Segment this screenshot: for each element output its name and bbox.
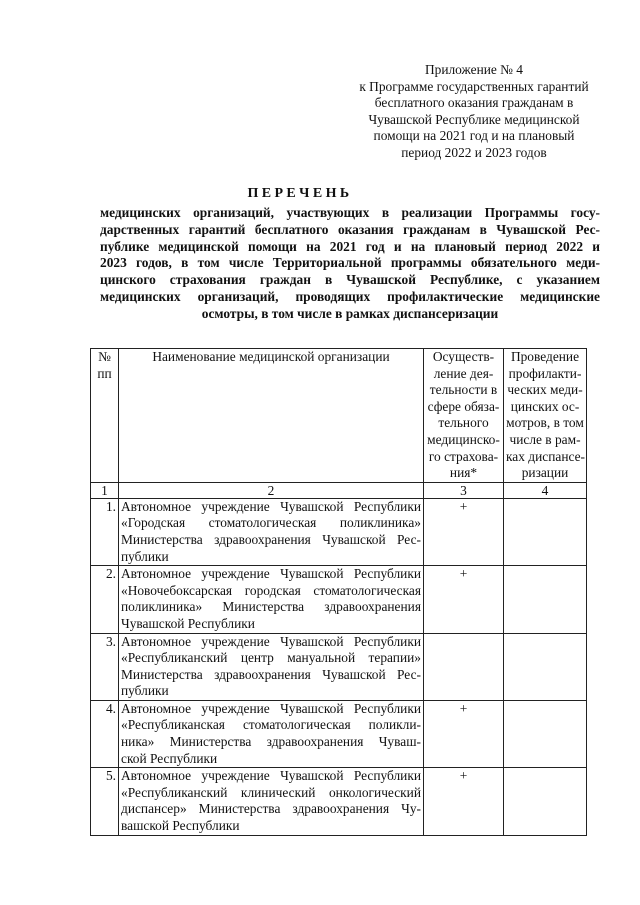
appendix-line: Приложение № 4: [424, 62, 524, 77]
subtitle-line: цинского страхования граждан в Чувашской Республике, с указанием: [100, 272, 600, 288]
table-row: [91, 498, 587, 565]
appendix-line: Чувашской Республике медицинской: [368, 111, 580, 127]
oms-mark: +: [424, 768, 504, 835]
row-number: 4.: [91, 700, 119, 767]
prophylactic-mark: [504, 498, 587, 565]
oms-mark: +: [424, 498, 504, 565]
row-number: 2.: [91, 566, 119, 633]
subtitle-line: осмотры, в том числе в рамках диспансеризации: [201, 305, 499, 321]
table-row: [91, 700, 587, 767]
oms-mark: [424, 633, 504, 700]
subtitle-line: публике медицинской помощи на 2021 год и на плановый период 2022 и: [100, 238, 600, 254]
oms-mark: +: [424, 700, 504, 767]
prophylactic-mark: [504, 566, 587, 633]
prophylactic-mark: [504, 768, 587, 835]
organization-name: Автономное учреждение Чувашской Республики «Городская стоматологическая поликлиника» Министерства здравоохранения Чувашской Рес- публики: [119, 498, 424, 565]
table-row: [91, 633, 587, 700]
header-oms: Осуществ- ление дея- тельности в сфере обяза- тельного медицинско- го страхова- ния*: [424, 349, 504, 483]
prophylactic-mark: [504, 700, 587, 767]
appendix-note: [352, 62, 596, 162]
organization-name: Автономное учреждение Чувашской Республики «Республиканская стоматологическая поликли- ника» Министерства здравоохранения Чуваш- ской Республики: [119, 700, 424, 767]
row-number: 1.: [91, 498, 119, 565]
header-number: № пп: [91, 349, 119, 483]
subtitle-line: медицинских организаций, проводящих профилактические медицинские: [100, 288, 600, 304]
column-number: 1: [91, 482, 119, 498]
organizations-table: [90, 348, 587, 836]
subtitle-line: 2023 годов, в том числе Территориальной программы обязательного меди-: [100, 255, 600, 271]
subtitle-line: дарственных гарантий бесплатного оказания гражданам в Чувашской Рес-: [100, 221, 600, 237]
appendix-line: бесплатного оказания гражданам в: [374, 95, 574, 111]
prophylactic-mark: [504, 633, 587, 700]
appendix-line: помощи на 2021 год и на плановый: [373, 128, 575, 144]
table-header-row: [91, 349, 587, 483]
organization-name: Автономное учреждение Чувашской Республики «Республиканский клинический онкологический диспансер» Министерства здравоохранения Чу- вашской Республики: [119, 768, 424, 835]
row-number: 5.: [91, 768, 119, 835]
appendix-line: период 2022 и 2023 годов: [401, 144, 547, 160]
column-number-row: [91, 482, 587, 498]
column-number: 2: [119, 482, 424, 498]
header-organization-name: Наименование медицинской организации: [119, 349, 424, 483]
document-title: ПЕРЕЧЕНЬ: [247, 186, 353, 201]
oms-mark: +: [424, 566, 504, 633]
organization-name: Автономное учреждение Чувашской Республики «Республиканский центр мануальной терапии» Министерства здравоохранения Чувашской Рес- публики: [119, 633, 424, 700]
column-number: 3: [424, 482, 504, 498]
organization-name: Автономное учреждение Чувашской Республики «Новочебоксарская городская стоматологическая поликлиника» Министерства здравоохранения Чувашской Республики: [119, 566, 424, 633]
column-number: 4: [504, 482, 587, 498]
subtitle-line: медицинских организаций, участвующих в реализации Программы госу-: [100, 205, 600, 220]
row-number: 3.: [91, 633, 119, 700]
table-row: [91, 566, 587, 633]
table-row: [91, 768, 587, 835]
document-subtitle: [100, 205, 600, 323]
appendix-line: к Программе государственных гарантий: [359, 78, 589, 94]
header-prophylactic: Проведение профилакти- ческих меди- цинских ос- мотров, в том числе в рам- ках диспансе- ризации: [504, 349, 587, 483]
